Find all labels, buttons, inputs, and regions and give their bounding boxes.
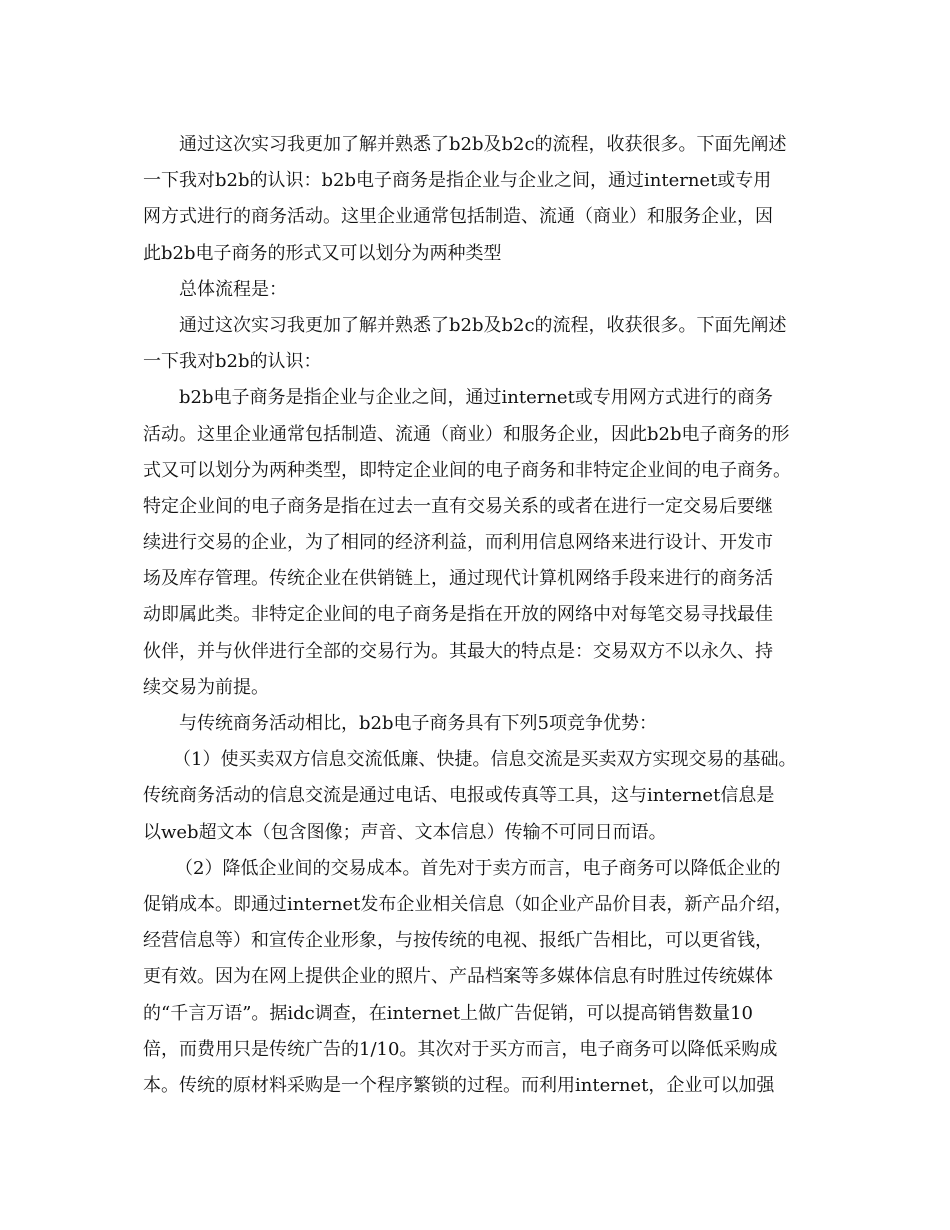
text-line: 通过这次实习我更加了解并熟悉了b2b及b2c的流程，收获很多。下面先阐述	[179, 314, 787, 336]
text-line: 与传统商务活动相比，b2b电子商务具有下列5项竞争优势：	[179, 713, 657, 734]
text-line: 总体流程是：	[179, 278, 287, 300]
text-line: 通过这次实习我更加了解并熟悉了b2b及b2c的流程，收获很多。下面先阐述	[179, 134, 787, 155]
text-line: 活动。这里企业通常包括制造、流通（商业）和服务企业，因此b2b电子商务的形	[143, 423, 790, 445]
text-line: （2）降低企业间的交易成本。首先对于卖方而言，电子商务可以降低企业的	[175, 857, 781, 879]
text-line: （1）使买卖双方信息交流低廉、快捷。信息交流是买卖双方实现交易的基础。	[173, 749, 797, 771]
text-line: 伙伴，并与伙伴进行全部的交易行为。其最大的特点是：交易双方不以永久、持	[143, 640, 773, 662]
text-line: 网方式进行的商务活动。这里企业通常包括制造、流通（商业）和服务企业，因	[143, 206, 773, 228]
text-line: 倍，而费用只是传统广告的1/10。其次对于买方而言，电子商务可以降低采购成	[143, 1038, 778, 1060]
text-line: 式又可以划分为两种类型，即特定企业间的电子商务和非特定企业间的电子商务。	[143, 459, 791, 481]
text-line: 此b2b电子商务的形式又可以划分为两种类型	[143, 242, 502, 264]
text-line: 一下我对b2b的认识：b2b电子商务是指企业与企业之间，通过internet或专用	[143, 170, 772, 192]
text-line: 以web超文本（包含图像；声音、文本信息）传输不可同日而语。	[143, 821, 667, 843]
text-line: 一下我对b2b的认识：	[143, 351, 322, 373]
text-line: 本。传统的原材料采购是一个程序繁锁的过程。而利用internet，企业可以加强	[143, 1074, 775, 1096]
text-line: 续交易为前提。	[143, 676, 269, 698]
text-line: 传统商务活动的信息交流是通过电话、电报或传真等工具，这与internet信息是	[143, 785, 775, 807]
text-line: 特定企业间的电子商务是指在过去一直有交易关系的或者在进行一定交易后要继	[143, 495, 773, 517]
text-line: b2b电子商务是指企业与企业之间，通过internet或专用网方式进行的商务	[179, 387, 773, 409]
text-line: 经营信息等）和宣传企业形象，与按传统的电视、报纸广告相比，可以更省钱，	[143, 930, 773, 952]
text-line: 续进行交易的企业，为了相同的经济利益，而利用信息网络来进行设计、开发市	[143, 532, 773, 554]
text-line: 更有效。因为在网上提供企业的照片、产品档案等多媒体信息有时胜过传统媒体	[143, 966, 773, 988]
text-line: 促销成本。即通过internet发布企业相关信息（如企业产品价目表，新产品介绍，	[143, 893, 793, 915]
document-body	[143, 127, 815, 1104]
text-line: 动即属此类。非特定企业间的电子商务是指在开放的网络中对每笔交易寻找最佳	[143, 604, 773, 626]
text-line: 场及库存管理。传统企业在供销链上，通过现代计算机网络手段来进行的商务活	[143, 568, 773, 590]
text-line: 的“千言万语”。据idc调查，在internet上做广告促销，可以提高销售数量10	[143, 1002, 753, 1024]
